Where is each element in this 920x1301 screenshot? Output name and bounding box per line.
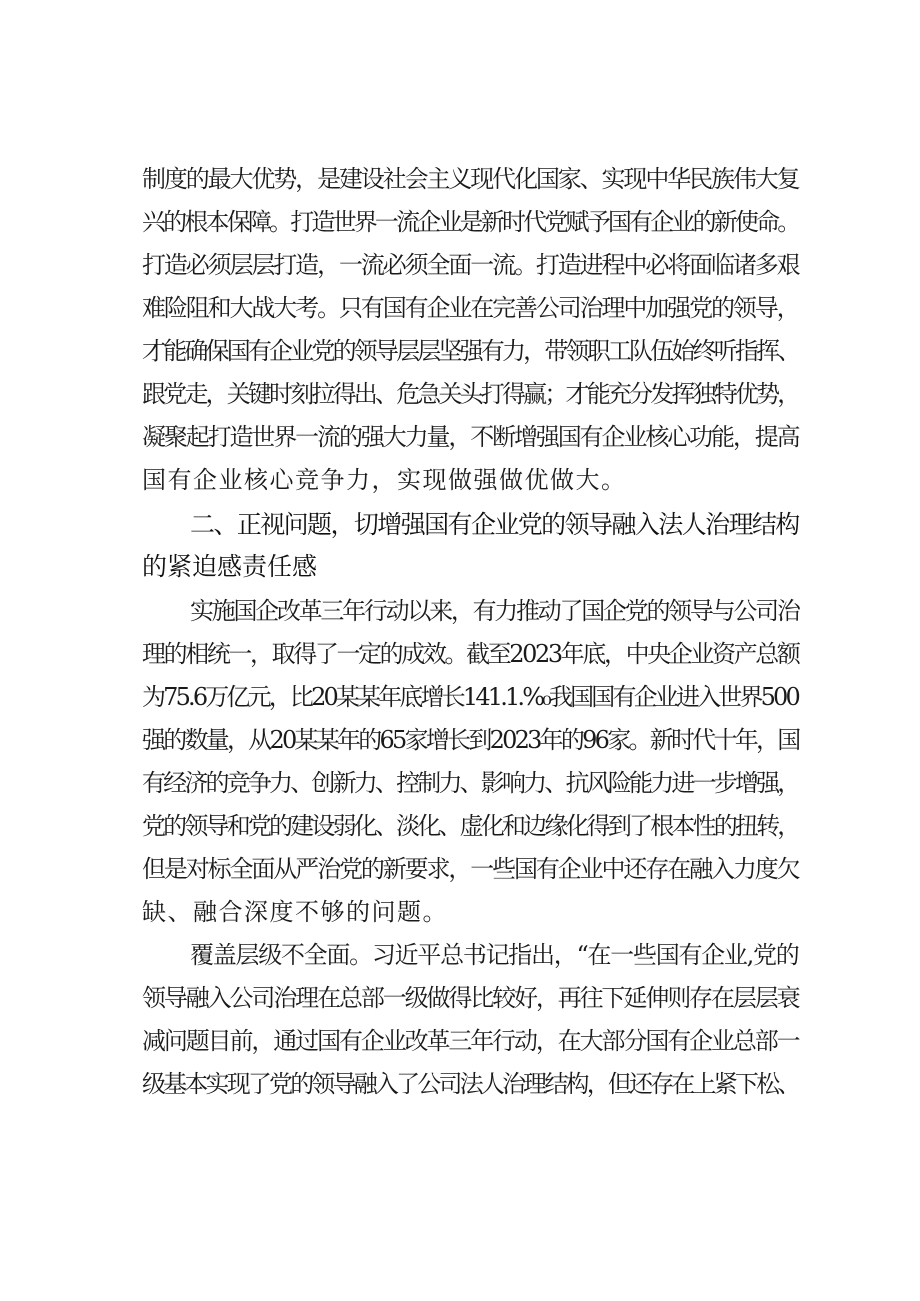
paragraph-2-line-3: 为75.6万亿元，比20某某年底增长141.1.%₀我国国有企业进入世界500 <box>142 683 798 711</box>
paragraph-3-line-1: 覆盖层级不全面。习近平总书记指出，“在一些国有企业,党的 <box>190 941 799 969</box>
paragraph-1-line-3: 打造必须层层打造，一流必须全面一流。打造进程中必将面临诸多艰 <box>142 251 799 279</box>
paragraph-3-line-4: 级基本实现了党的领导融入了公司法人治理结构，但还存在上紧下松、 <box>142 1070 799 1098</box>
paragraph-2-line-8: 缺、融合深度不够的问题。 <box>142 898 448 926</box>
paragraph-2-line-6: 党的领导和党的建设弱化、淡化、虚化和边缘化得到了根本性的扭转， <box>142 812 799 840</box>
paragraph-2-line-4: 强的数量，从20某某年的65家增长到2023年的96家。新时代十年，国 <box>142 726 799 754</box>
paragraph-1-line-2: 兴的根本保障。打造世界一流企业是新时代党赋予国有企业的新使命。 <box>142 208 799 236</box>
paragraph-2-line-5: 有经济的竞争力、创新力、控制力、影响力、抗风险能力进一步增强， <box>142 769 799 797</box>
paragraph-1-line-5: 才能确保国有企业党的领导层层坚强有力，带领职工队伍始终听指挥、 <box>142 337 799 365</box>
paragraph-1-line-1: 制度的最大优势，是建设社会主义现代化国家、实现中华民族伟大复 <box>142 165 799 193</box>
paragraph-1-line-4: 难险阻和大战大考。只有国有企业在完善公司治理中加强党的领导， <box>142 294 799 322</box>
paragraph-3-line-2: 领导融入公司治理在总部一级做得比较好，再往下延伸则存在层层衰 <box>142 984 799 1012</box>
paragraph-1-line-7: 凝聚起打造世界一流的强大力量，不断增强国有企业核心功能，提高 <box>142 423 799 451</box>
section-heading-line-1: 二、正视问题，切增强国有企业党的领导融入法人治理结构 <box>190 510 799 539</box>
paragraph-2-line-2: 理的相统一，取得了一定的成效。截至2023年底，中央企业资产总额 <box>142 640 799 668</box>
paragraph-2-line-7: 但是对标全面从严治党的新要求，一些国有企业中还存在融入力度欠 <box>142 855 799 883</box>
paragraph-1-line-6: 跟党走，关键时刻拉得出、危急关头打得赢；才能充分发挥独特优势， <box>142 380 799 408</box>
paragraph-3-line-3: 减问题目前，通过国有企业改革三年行动，在大部分国有企业总部一 <box>142 1027 799 1055</box>
paragraph-2-line-1: 实施国企改革三年行动以来，有力推动了国企党的领导与公司治 <box>190 597 799 625</box>
paragraph-1-line-8: 国有企业核心竞争力，实现做强做优做大。 <box>142 466 627 494</box>
section-heading-line-2: 的紧迫感责任感 <box>142 552 318 581</box>
